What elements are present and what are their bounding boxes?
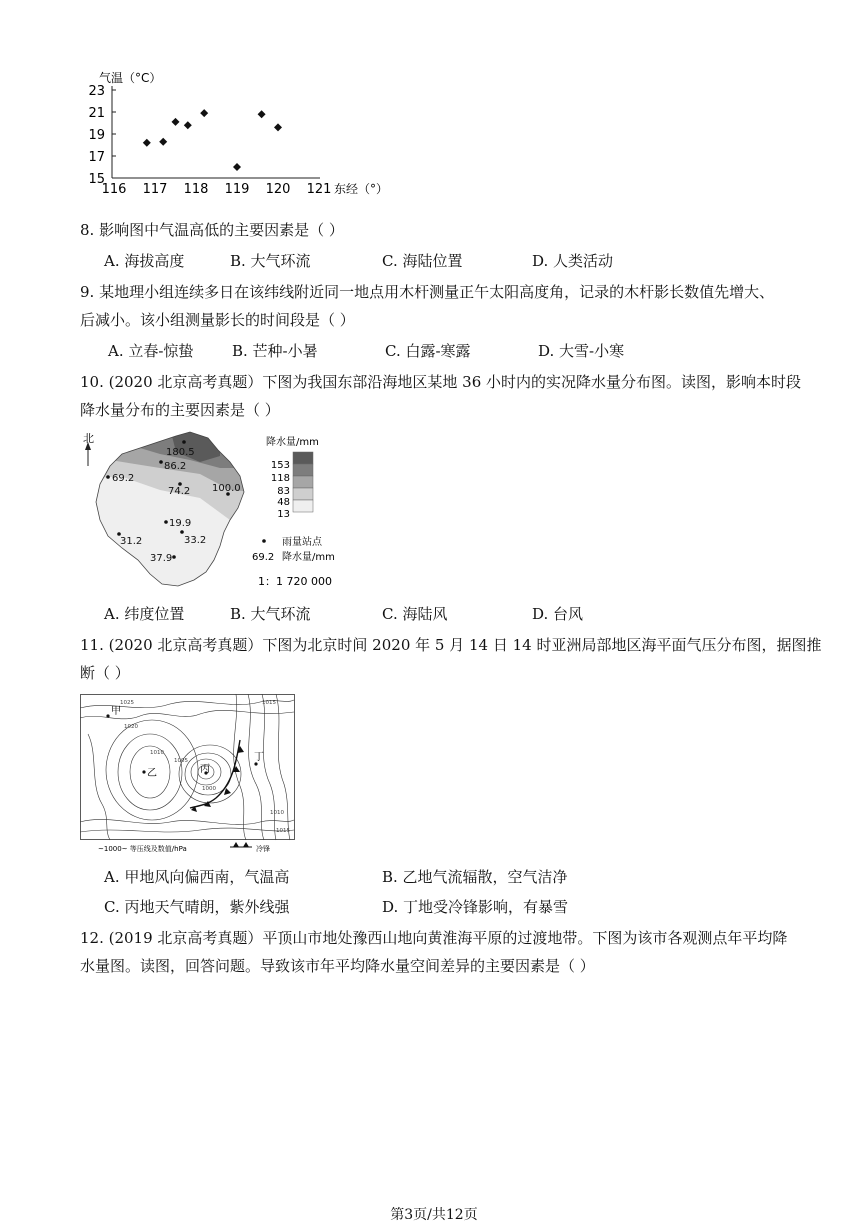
scatter-point [274, 123, 282, 131]
label-ding: 丁 [254, 752, 264, 763]
station-value: 19.9 [169, 518, 192, 529]
x-tick-label: 117 [142, 182, 168, 196]
legend-value: 83 [277, 486, 290, 497]
question-9-stem-line1: 9. 某地理小组连续多日在该纬线附近同一地点用木杆测量正午太阳高度角，记录的木杆影长数值先增大、 [80, 283, 775, 301]
x-tick-label: 116 [101, 182, 127, 196]
isobar-value: 1000 [202, 786, 216, 792]
x-axis-title: 东经（°） [334, 182, 389, 196]
isobar-value: 1025 [120, 700, 134, 706]
north-label: 北 [83, 432, 94, 445]
scatter-point [172, 118, 180, 126]
cold-front-legend-label: 冷锋 [256, 845, 270, 853]
q9-option-a[interactable]: A. 立春-惊蛰 [108, 342, 194, 360]
q11-option-d[interactable]: D. 丁地受冷锋影响，有暴雪 [382, 898, 569, 916]
q8-option-a[interactable]: A. 海拔高度 [104, 252, 185, 270]
q9-option-b[interactable]: B. 芒种-小暑 [232, 342, 318, 360]
isobar-value: 1015 [276, 828, 290, 834]
station-legend-label: 雨量站点 [282, 537, 322, 548]
q8-option-b[interactable]: B. 大气环流 [230, 252, 311, 270]
north-arrow-icon [85, 442, 91, 466]
x-tick-label: 120 [265, 182, 291, 196]
question-10-stem-line2: 降水量分布的主要因素是（ ） [80, 401, 280, 419]
station-value: 33.2 [184, 535, 207, 546]
q8-option-c[interactable]: C. 海陆位置 [382, 252, 463, 270]
label-bing: 丙 [200, 764, 210, 775]
question-12-stem-line1: 12. (2019 北京高考真题）平顶山市地处豫西山地向黄淮海平原的过渡地带。下图为该市各观测点年平均降 [80, 929, 788, 947]
q10-option-b[interactable]: B. 大气环流 [230, 605, 311, 623]
question-12-stem-line2: 水量图。读图，回答问题。导致该市年平均降水量空间差异的主要因素是（ ） [80, 957, 595, 975]
station-value: 100.0 [212, 483, 241, 494]
q11-option-a[interactable]: A. 甲地风向偏西南，气温高 [104, 868, 290, 886]
q10-option-c[interactable]: C. 海陆风 [382, 605, 448, 623]
isobar-legend: ~1000~ 等压线及数值/hPa [98, 845, 187, 853]
legend-swatch [293, 488, 313, 500]
q10-option-a[interactable]: A. 纬度位置 [104, 605, 185, 623]
label-yi: 乙 [147, 768, 157, 779]
question-10-stem-line1: 10. (2020 北京高考真题）下图为我国东部沿海地区某地 36 小时内的实况降水量分布图。读图，影响本时段 [80, 373, 802, 391]
scatter-point [200, 109, 208, 117]
page-footer: 第3页/共12页 [390, 1207, 478, 1223]
question-11-stem-line1: 11. (2020 北京高考真题）下图为北京时间 2020 年 5 月 14 日 14 时亚洲局部地区海平面气压分布图，据图推 [80, 636, 822, 654]
q11-option-b[interactable]: B. 乙地气流辐散，空气洁净 [382, 868, 568, 886]
question-9-stem-line2: 后减小。该小组测量影长的时间段是（ ） [80, 311, 355, 329]
x-tick-label: 118 [183, 182, 209, 196]
station-legend-dot [262, 539, 266, 543]
question-8-stem: 8. 影响图中气温高低的主要因素是（ ） [80, 221, 344, 239]
scatter-point [184, 121, 192, 129]
x-tick-label: 121 [306, 182, 332, 196]
legend-value: 153 [270, 460, 290, 471]
sea-level-pressure-map [80, 694, 296, 854]
x-tick-label: 119 [224, 182, 250, 196]
isobar-value: 1020 [124, 724, 138, 730]
rainfall-distribution-map [80, 428, 350, 594]
isobar-value: 1010 [150, 750, 164, 756]
y-tick-label: 23 [88, 84, 105, 99]
question-11-stem-line2: 断（ ） [80, 664, 130, 682]
legend-value: 118 [270, 473, 290, 484]
station-value-legend-label: 降水量/mm [282, 552, 335, 563]
y-tick-label: 21 [88, 106, 105, 121]
station-value: 74.2 [168, 486, 191, 497]
station-value: 180.5 [166, 447, 195, 458]
station-value: 37.9 [150, 553, 173, 564]
q10-option-d[interactable]: D. 台风 [532, 605, 584, 623]
isobar-value: 1010 [270, 810, 284, 816]
legend-swatch [293, 452, 313, 464]
isobar-value: 1015 [262, 700, 276, 706]
y-axis-title: 气温（°C） [99, 71, 162, 85]
y-tick-label: 17 [88, 150, 105, 165]
isobar-value: 1005 [174, 758, 188, 764]
cold-front-legend-icon [230, 842, 252, 847]
scatter-point [258, 110, 266, 118]
legend-swatch [293, 464, 313, 476]
legend-value: 13 [277, 509, 290, 520]
legend-swatch [293, 476, 313, 488]
y-tick-label: 15 [88, 172, 105, 187]
y-tick-label: 19 [88, 128, 105, 143]
q8-option-d[interactable]: D. 人类活动 [532, 252, 614, 270]
scatter-point [233, 163, 241, 171]
station-value: 31.2 [120, 536, 143, 547]
legend-title: 降水量/mm [266, 437, 319, 448]
station-value-example: 69.2 [252, 552, 275, 563]
q9-option-c[interactable]: C. 白露-寒露 [385, 342, 471, 360]
scatter-point [143, 139, 151, 147]
temperature-scatter-chart [85, 66, 395, 196]
label-jia: 甲 [111, 706, 121, 717]
station-value: 69.2 [112, 473, 135, 484]
station-value: 86.2 [164, 461, 187, 472]
q11-option-c[interactable]: C. 丙地天气晴朗，紫外线强 [104, 898, 290, 916]
scatter-point [159, 138, 167, 146]
map-scale: 1：1 720 000 [258, 575, 332, 588]
q9-option-d[interactable]: D. 大雪-小寒 [538, 342, 625, 360]
legend-swatch [293, 500, 313, 512]
legend-value: 48 [277, 497, 290, 508]
